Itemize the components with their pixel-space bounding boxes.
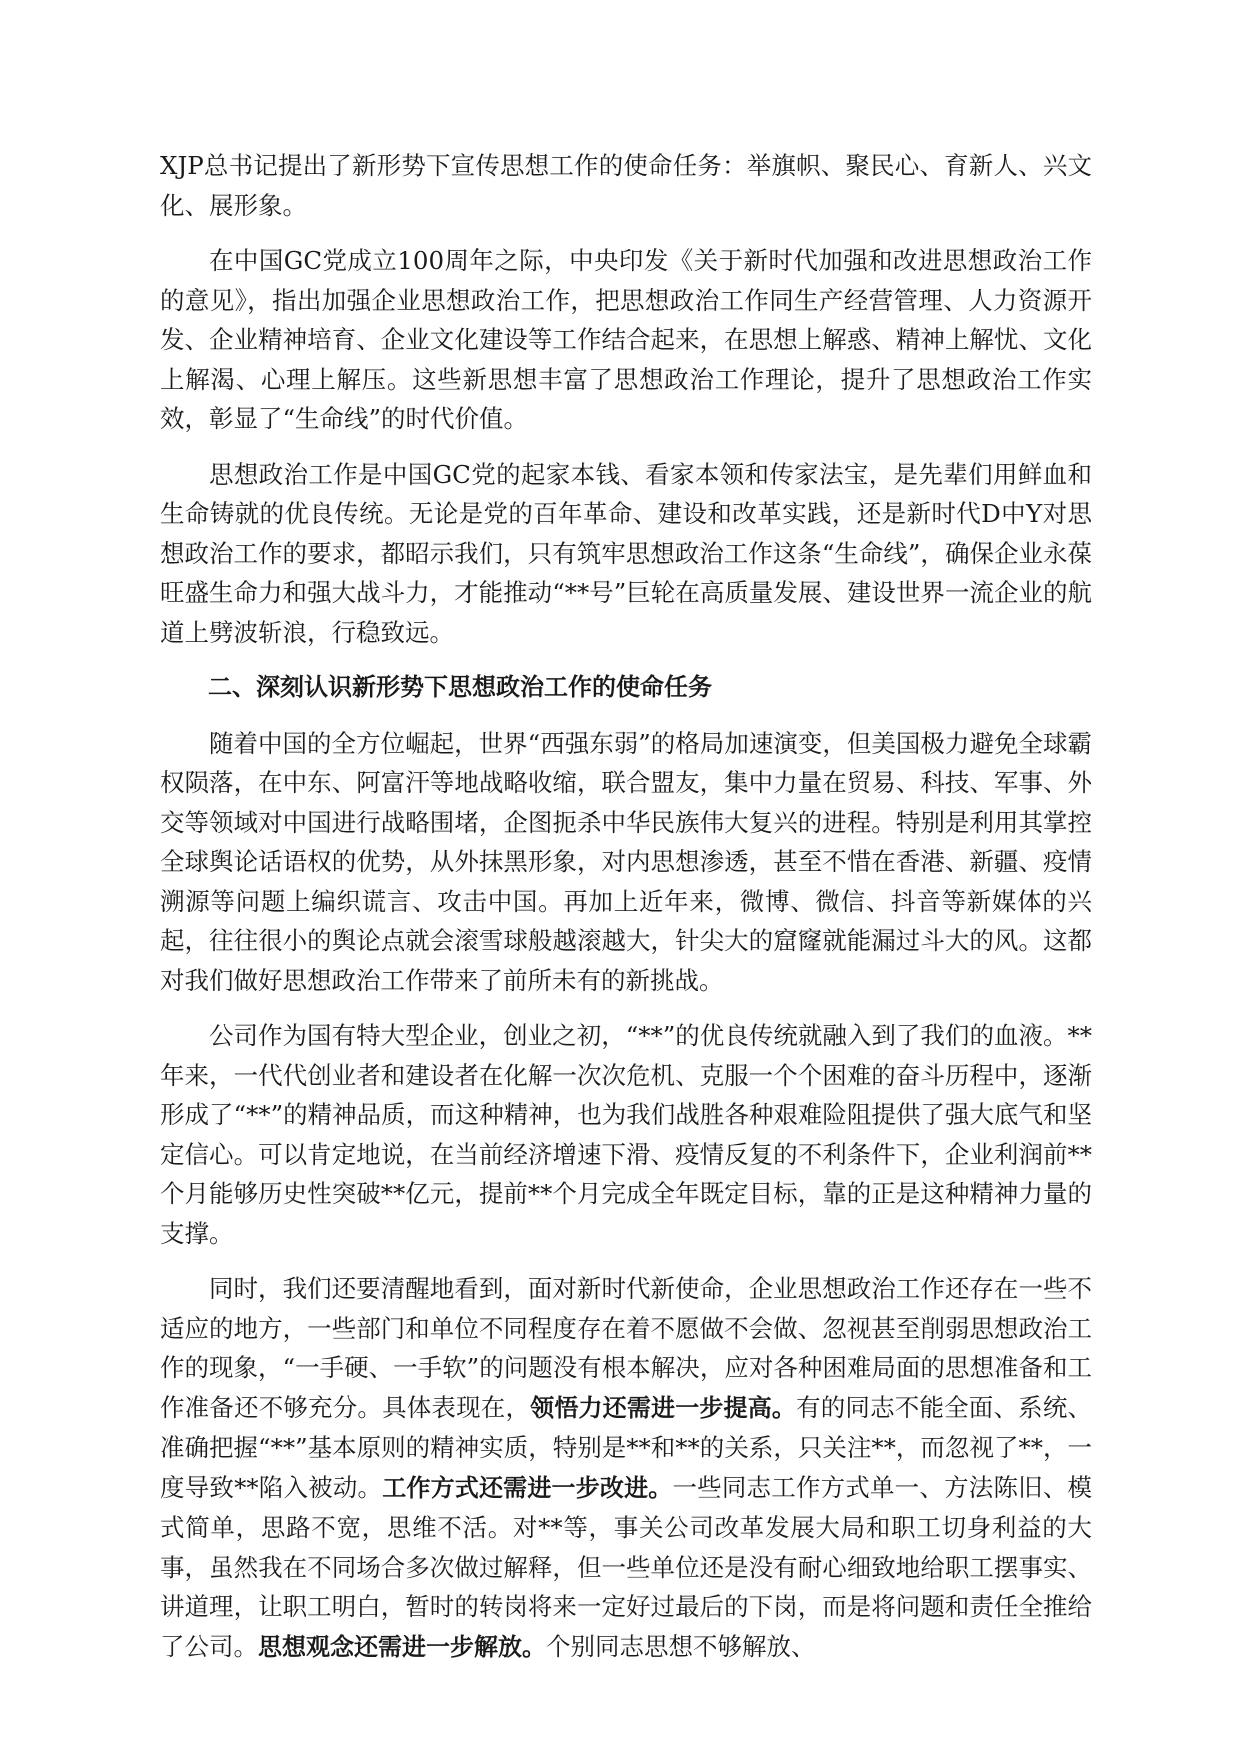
section-heading-2-text: 二、深刻认识新形势下思想政治工作的使命任务 xyxy=(208,673,712,701)
paragraph-1 xyxy=(160,146,1092,225)
paragraph-6-detail-3: 个别同志思想不够解放、 xyxy=(546,1631,816,1661)
paragraph-4 xyxy=(160,724,1092,1001)
bold-point-3: 思想观念还需进一步解放。 xyxy=(258,1632,546,1661)
bold-point-1: 领悟力还需进一步提高。 xyxy=(530,1393,797,1422)
paragraph-3 xyxy=(160,455,1092,653)
paragraph-6-intro: 同时，我们还要清醒地看到，面对新时代新使命，企业思想政治工作还存在一些不适应的地方，一些部门和单位不同程度存在着不愿做不会做、忽视甚至削弱思想政治工作的现象，“一手硬、一手软”的问题没有根本解决，应对各种困难局面的思想准备和工作准备还不够充分。具体表现在， xyxy=(160,1274,1092,1422)
bold-point-2: 工作方式还需进一步改进。 xyxy=(382,1473,673,1502)
paragraph-2 xyxy=(160,241,1092,439)
paragraph-3-text: 思想政治工作是中国GC党的起家本钱、看家本领和传家法宝，是先辈们用鲜血和生命铸就的优良传统。无论是党的百年革命、建设和改革实践，还是新时代D中Y对思想政治工作的要求，都昭示我们，只有筑牢思想政治工作这条“生命线”，确保企业永葆旺盛生命力和强大战斗力，才能推动“**号”巨轮在高质量发展、建设世界一流企业的航道上劈波斩浪，行稳致远。 xyxy=(160,459,1092,647)
paragraph-6-detail-2: 一些同志工作方式单一、方法陈旧、模式简单，思路不宽，思维不活。对**等，事关公司改革发展大局和职工切身利益的大事，虽然我在不同场合多次做过解释，但一些单位还是没有耐心细致地给职工摆事实、讲道理，让职工明白，暂时的转岗将来一定好过最后的下岗，而是将问题和责任全推给了公司。 xyxy=(160,1472,1093,1661)
paragraph-5 xyxy=(160,1016,1092,1253)
paragraph-5-text: 公司作为国有特大型企业，创业之初，“**”的优良传统就融入到了我们的血液。**年来，一代代创业者和建设者在化解一次次危机、克服一个个困难的奋斗历程中，逐渐形成了“**”的精神品质，而这种精神，也为我们战胜各种艰难险阻提供了强大底气和坚定信心。可以肯定地说，在当前经济增速下滑、疫情反复的不利条件下，企业利润前**个月能够历史性突破**亿元，提前**个月完成全年既定目标，靠的正是这种精神力量的支撑。 xyxy=(160,1021,1092,1248)
document-body xyxy=(160,146,1092,1667)
section-heading-2 xyxy=(160,668,1092,708)
paragraph-1-text: XJP总书记提出了新形势下宣传思想工作的使命任务：举旗帜、聚民心、育新人、兴文化、展形象。 xyxy=(160,151,1092,220)
paragraph-6 xyxy=(160,1269,1092,1667)
paragraph-2-text: 在中国GC党成立100周年之际，中央印发《关于新时代加强和改进思想政治工作的意见》，指出加强企业思想政治工作，把思想政治工作同生产经营管理、人力资源开发、企业精神培育、企业文化建设等工作结合起来，在思想上解惑、精神上解忧、文化上解渴、心理上解压。这些新思想丰富了思想政治工作理论，提升了思想政治工作实效，彰显了“生命线”的时代价值。 xyxy=(160,246,1092,433)
paragraph-4-text: 随着中国的全方位崛起，世界“西强东弱”的格局加速演变，但美国极力避免全球霸权陨落，在中东、阿富汗等地战略收缩，联合盟友，集中力量在贸易、科技、军事、外交等领域对中国进行战略围堵，企图扼杀中华民族伟大复兴的进程。特别是利用其掌控全球舆论话语权的优势，从外抹黑形象，对内思想渗透，甚至不惜在香港、新疆、疫情溯源等问题上编织谎言、攻击中国。再加上近年来，微博、微信、抖音等新媒体的兴起，往往很小的舆论点就会滚雪球般越滚越大，针尖大的窟窿就能漏过斗大的风。这都对我们做好思想政治工作带来了前所未有的新挑战。 xyxy=(160,728,1092,995)
paragraph-6-detail-1: 有的同志不能全面、系统、准确把握“**”基本原则的精神实质，特别是**和**的关系，只关注**，而忽视了**，一度导致**陷入被动。 xyxy=(160,1392,1093,1502)
